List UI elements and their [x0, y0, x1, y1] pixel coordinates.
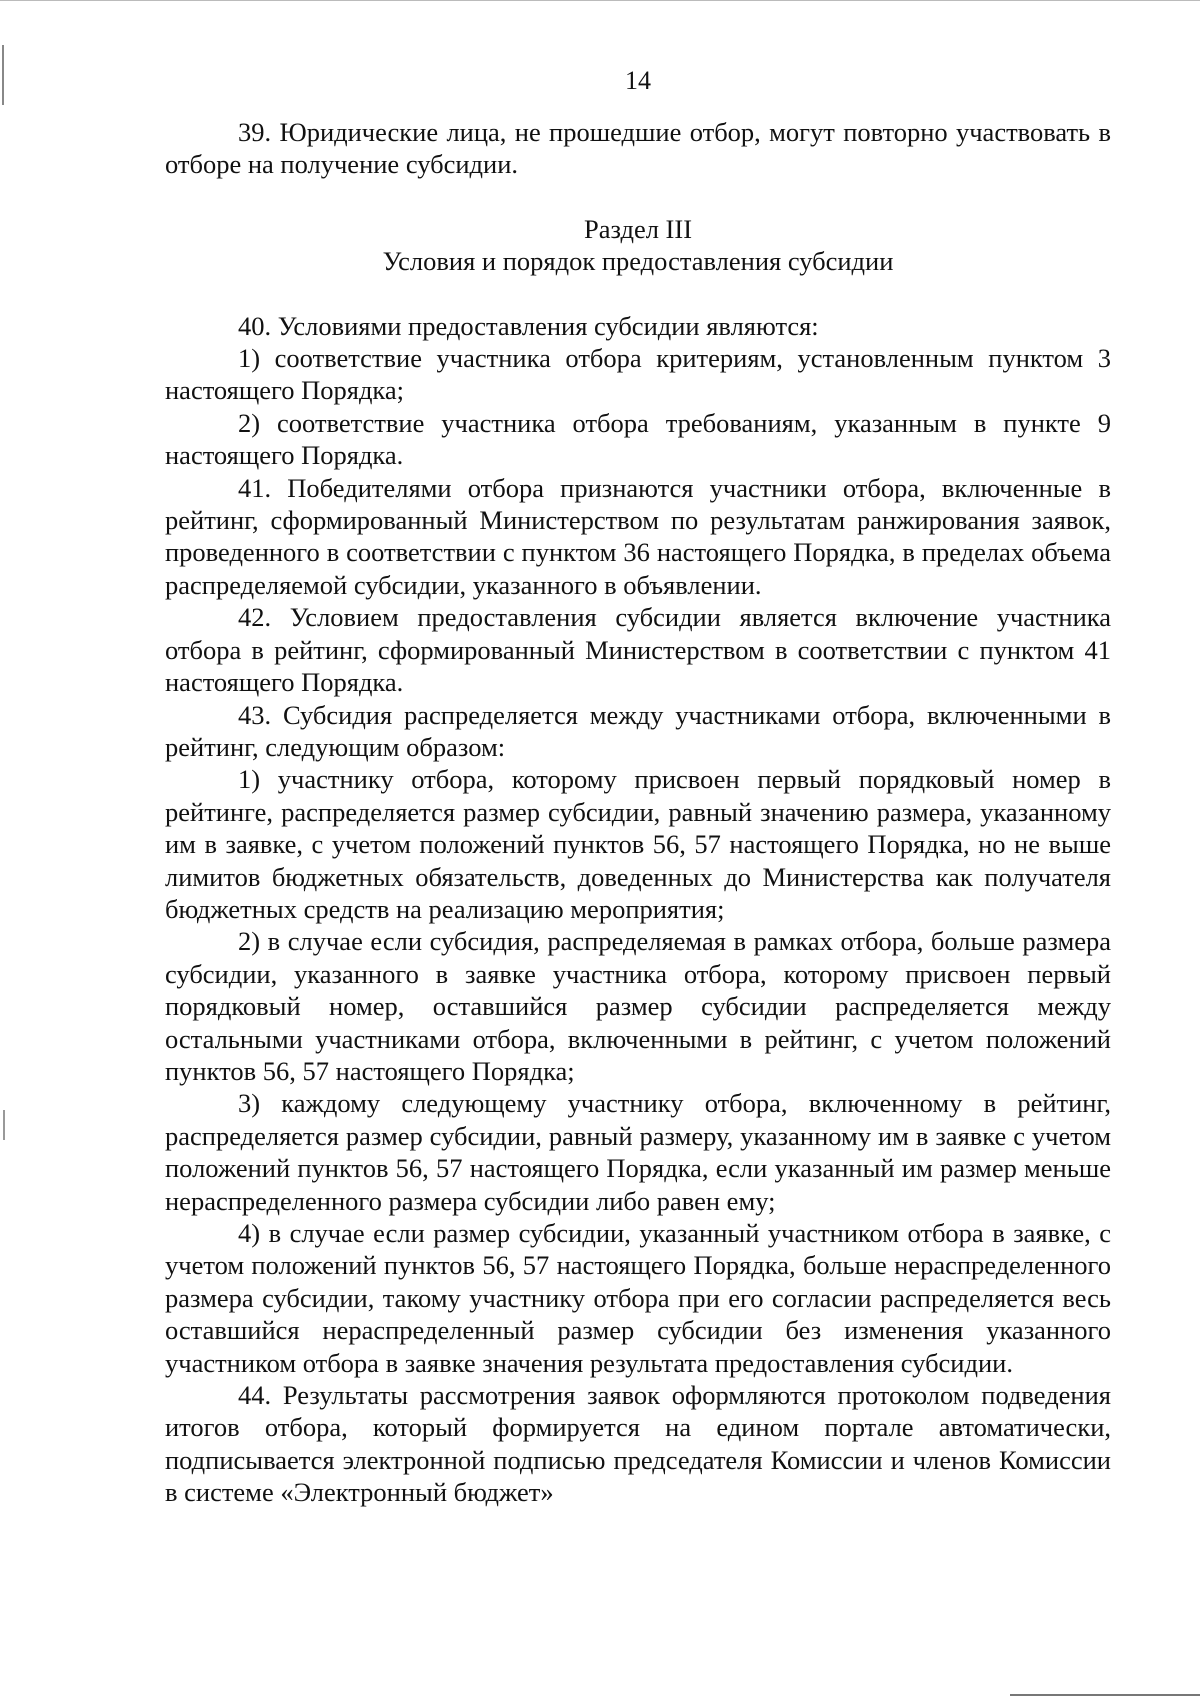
paragraph-44: 44. Результаты рассмотрения заявок оформляются протоколом подведения итогов отбора, который формируется на едином портале автоматически, подписывается электронной подписью председателя Комиссии и членов Комиссии в системе «Электронный бюджет»	[165, 1380, 1111, 1508]
paragraph-40-item-1: 1) соответствие участника отбора критериям, установленным пунктом 3 настоящего Порядка;	[165, 343, 1111, 406]
paragraph-43-item-4: 4) в случае если размер субсидии, указанный участником отбора в заявке, с учетом положений пунктов 56, 57 настоящего Порядка, больше нераспределенного размера субсидии, такому участнику отбора при его согласии распределяется весь оставшийся нераспределенный размер субсидии без изменения указанного участником отбора в заявке значения результата предоставления субсидии.	[165, 1218, 1111, 1378]
scan-artifact-left-mark	[3, 1110, 5, 1140]
page-number: 14	[625, 66, 651, 95]
section-label: Раздел III	[583, 213, 693, 244]
scan-artifact-top-line	[0, 0, 1200, 1]
scan-artifact-bottom-right-line	[1010, 1694, 1200, 1696]
paragraph-41: 41. Победителями отбора признаются участники отбора, включенные в рейтинг, сформированный Министерством по результатам ранжирования заявок, проведенного в соответствии с пунктом 36 настоящего Порядка, в пределах объема распределяемой субсидии, указанного в объявлении.	[165, 472, 1111, 600]
paragraph-43-item-1: 1) участнику отбора, которому присвоен первый порядковый номер в рейтинге, распределяется размер субсидии, равный значению размера, указанному им в заявке, с учетом положений пунктов 56, 57 настоящего Порядка, но не выше лимитов бюджетных обязательств, доведенных до Министерства как получателя бюджетных средств на реализацию мероприятия;	[165, 764, 1111, 924]
paragraph-43-item-2: 2) в случае если субсидия, распределяемая в рамках отбора, больше размера субсидии, указанного в заявке участника отбора, которому присвоен первый порядковый номер, оставшийся размер субсидии распределяется между остальными участниками отбора, включенными в рейтинг, с учетом положений пунктов 56, 57 настоящего Порядка;	[165, 926, 1111, 1086]
paragraph-40: 40. Условиями предоставления субсидии являются:	[238, 310, 819, 341]
paragraph-39: 39. Юридические лица, не прошедшие отбор, могут повторно участвовать в отборе на получение субсидии.	[165, 117, 1111, 180]
document-body	[165, 116, 1111, 1509]
paragraph-43-item-3: 3) каждому следующему участнику отбора, включенному в рейтинг, распределяется размер субсидии, равный размеру, указанному им в заявке с учетом положений пунктов 56, 57 настоящего Порядка, если указанный им размер меньше нераспределенного размера субсидии либо равен ему;	[165, 1088, 1111, 1216]
paragraph-42: 42. Условием предоставления субсидии является включение участника отбора в рейтинг, сформированный Министерством в соответствии с пунктом 41 настоящего Порядка.	[165, 602, 1111, 698]
paragraph-40-item-2: 2) соответствие участника отбора требованиям, указанным в пункте 9 настоящего Порядка.	[165, 407, 1111, 471]
section-title: Условия и порядок предоставления субсидии	[382, 246, 894, 277]
paragraph-43: 43. Субсидия распределяется между участниками отбора, включенными в рейтинг, следующим образом:	[165, 699, 1111, 762]
